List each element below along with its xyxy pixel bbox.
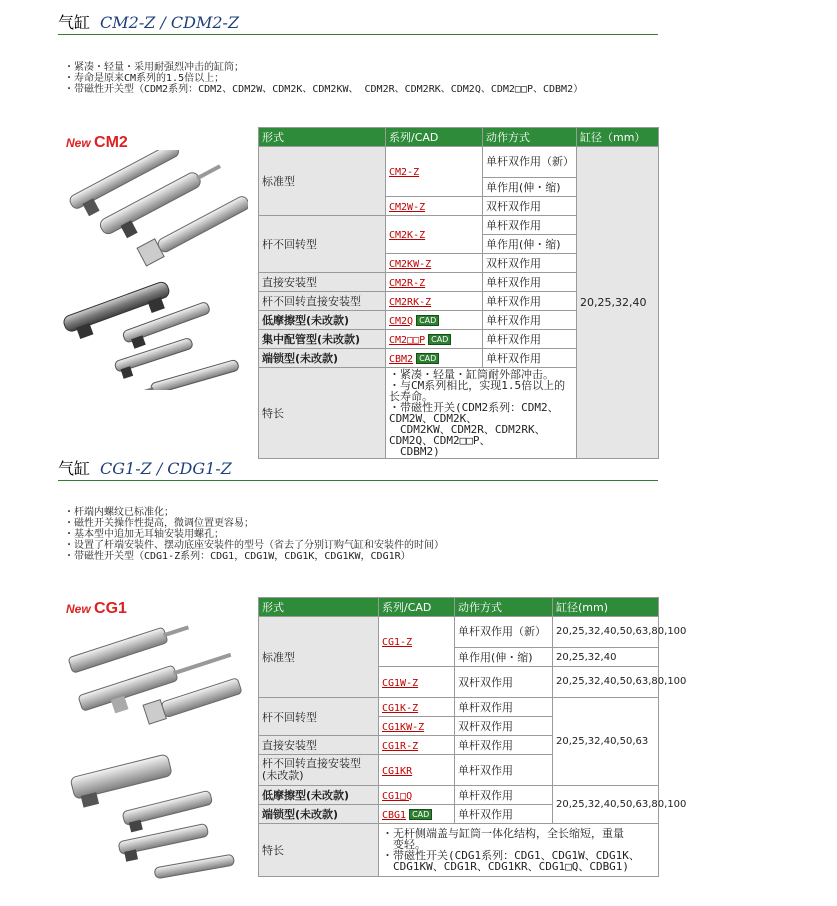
- section2-feature-3: ・基本型中追加无耳轴安装用螺孔；: [64, 529, 224, 540]
- table-row: [259, 147, 659, 178]
- cg1-cylinder-photos: [58, 618, 248, 880]
- action-cell: 单杆双作用: [483, 216, 577, 235]
- cm2-cylinder-photos: [58, 150, 248, 390]
- action-cell: 双杆双作用: [483, 197, 577, 216]
- diameter-cell: 20,25,32,40: [553, 648, 659, 667]
- diameter-cell: 20,25,32,40,50,63,80,100: [553, 667, 659, 698]
- cylinder-bottom-4: [137, 359, 240, 390]
- table-header-row: [259, 598, 659, 617]
- series-link-cg1-z[interactable]: CG1-Z: [382, 637, 413, 648]
- cg1-cylinder-1: [68, 620, 191, 674]
- feature-line: CDG1KW、CDG1R、CDG1KR、CDG1□Q、CDBG1): [382, 860, 630, 873]
- action-cell: 单作用(伸・缩): [455, 648, 553, 667]
- cm2-spec-table: [258, 127, 659, 459]
- action-cell: 单杆双作用（新）: [455, 617, 553, 648]
- series-link-cm2w-z[interactable]: CM2W-Z: [389, 201, 426, 213]
- cg1-cylinder-7: [154, 854, 235, 879]
- section2-feature-5: ・带磁性开关型（CDG1-Z系列：CDG1，CDG1W，CDG1K，CDG1KW，CDG1R）: [64, 551, 411, 562]
- series-link-cm2r-z[interactable]: CM2R-Z: [389, 277, 426, 289]
- series-link-cm2kw-z[interactable]: CM2KW-Z: [389, 258, 432, 270]
- feature-line: CDBM2): [389, 445, 440, 458]
- series-link-cm2q[interactable]: CM2Q: [389, 315, 414, 327]
- header-series: 系列/CAD: [386, 128, 483, 147]
- form-cell: 标准型: [259, 617, 379, 698]
- header-action: 动作方式: [483, 128, 577, 147]
- cylinder-bottom-1: [62, 280, 174, 342]
- feature-line: ・紧凑・轻量・缸筒耐外部冲击。: [389, 368, 554, 381]
- feature-line: ・与CM系列相比，实现1.5倍以上的长寿命。: [389, 379, 566, 403]
- action-cell: 单作用(伸・缩): [483, 178, 577, 197]
- diameter-cell: 20,25,32,40,50,63,80,100: [553, 786, 659, 824]
- action-cell: 双杆双作用: [483, 254, 577, 273]
- action-cell: 单杆双作用: [483, 292, 577, 311]
- series-link-cm2rk-z[interactable]: CM2RK-Z: [389, 296, 432, 308]
- diameter-cell: 20,25,32,40,50,63,80,100: [553, 617, 659, 648]
- cad-icon[interactable]: CAD: [416, 353, 439, 364]
- feature-line: 变轻。: [382, 838, 426, 851]
- section2-new-badge: [66, 600, 127, 618]
- action-cell: 单杆双作用: [483, 273, 577, 292]
- section1-feature-2: ・寿命是原来CM系列的1.5倍以上；: [64, 73, 225, 84]
- feature-line: CDM2KW、CDM2R、CDM2RK、CDM2Q、CDM2□□P、: [389, 423, 546, 447]
- action-cell: 单杆双作用: [455, 805, 553, 824]
- series-link-cbg1[interactable]: CBG1: [382, 809, 407, 821]
- header-action: 动作方式: [455, 598, 553, 617]
- section2-feature-2: ・磁性开关操作性提高，微调位置更容易；: [64, 518, 254, 529]
- feature-line: ・无杆侧端盖与缸筒一体化结构，全长缩短，重量: [382, 827, 624, 840]
- action-cell: 双杆双作用: [455, 717, 553, 736]
- diameter-cell: 20,25,32,40,50,63: [553, 698, 659, 786]
- header-form: 形式: [259, 128, 386, 147]
- feature-cell: [379, 824, 659, 877]
- series-link-cbm2[interactable]: CBM2: [389, 353, 414, 365]
- series-link-cm2k-z[interactable]: CM2K-Z: [389, 230, 426, 241]
- series-link-cg1r-z[interactable]: CG1R-Z: [382, 740, 419, 752]
- section2-title: [58, 456, 232, 479]
- section1-feature-3: ・带磁性开关型（CDM2系列：CDM2、CDM2W、CDM2K、CDM2KW、 CDM2R、CDM2RK、CDM2Q、CDM2□□P、CDBM2）: [64, 84, 584, 95]
- new-label: New: [66, 602, 91, 616]
- action-cell: 单作用(伸・缩): [483, 235, 577, 254]
- form-cell: 低摩擦型(未改款): [259, 786, 379, 805]
- action-cell: 单杆双作用: [455, 786, 553, 805]
- action-cell: 单杆双作用: [455, 736, 553, 755]
- section1-title-text: 气缸: [58, 13, 91, 32]
- table-row: [259, 617, 659, 648]
- feature-label-cell: 特长: [259, 368, 386, 459]
- feature-label-cell: 特长: [259, 824, 379, 877]
- section2-feature-4: ・设置了杆端安装件、摆动底座安装件的型号（省去了分别订购气缸和安装件的时间）: [64, 540, 444, 551]
- header-series: 系列/CAD: [379, 598, 455, 617]
- series-link-cg1k-z[interactable]: CG1K-Z: [382, 702, 419, 714]
- section2-title-text: 气缸: [58, 459, 91, 478]
- section1-divider: [58, 34, 658, 35]
- action-cell: 单杆双作用（新）: [483, 147, 577, 178]
- form-cell: 端锁型(未改款): [259, 349, 386, 368]
- cad-icon[interactable]: CAD: [409, 809, 432, 820]
- series-link-cg1kr[interactable]: CG1KR: [382, 765, 413, 777]
- header-diameter: 缸径(mm): [553, 598, 659, 617]
- section1-title: [58, 10, 239, 33]
- section1-models: CM2-Z / CDM2-Z: [100, 13, 240, 32]
- feature-cell: [386, 368, 577, 459]
- action-cell: 单杆双作用: [483, 349, 577, 368]
- series-link-cm2-z[interactable]: CM2-Z: [389, 167, 420, 178]
- table-row: [259, 698, 659, 717]
- form-cell: 标准型: [259, 147, 386, 216]
- action-cell: 单杆双作用: [483, 311, 577, 330]
- new-label: New: [66, 136, 91, 150]
- form-cell: 集中配管型(未改款): [259, 330, 386, 349]
- section2-models: CG1-Z / CDG1-Z: [100, 459, 232, 478]
- section1-features: [64, 62, 583, 95]
- form-cell: 杆不回转直接安装型(未改款): [259, 755, 379, 786]
- section1-feature-1: ・紧凑・轻量・采用耐强烈冲击的缸筒；: [64, 62, 244, 73]
- form-cell: 杆不回转型: [259, 698, 379, 736]
- cylinder-bottom-3: [114, 337, 196, 380]
- cg1-spec-table: [258, 597, 687, 877]
- cg1-cylinder-4: [70, 754, 175, 809]
- new-model: CM2: [94, 134, 128, 151]
- table-row: [259, 786, 659, 805]
- action-cell: 双杆双作用: [455, 667, 553, 698]
- header-form: 形式: [259, 598, 379, 617]
- series-link-cg1kw-z[interactable]: CG1KW-Z: [382, 721, 425, 733]
- feature-line: ・带磁性开关(CDG1系列：CDG1、CDG1W、CDG1K、: [382, 849, 640, 862]
- section2-divider: [58, 480, 658, 481]
- series-link-cg1q[interactable]: CG1□Q: [382, 790, 413, 802]
- header-diameter: 缸径（mm）: [577, 128, 659, 147]
- diameter-cell: 20,25,32,40: [577, 147, 659, 459]
- table-row: [259, 824, 659, 877]
- new-model: CG1: [94, 600, 127, 617]
- cad-icon[interactable]: CAD: [428, 334, 451, 345]
- form-cell: 直接安装型: [259, 273, 386, 292]
- table-header-row: [259, 128, 659, 147]
- feature-line: ・带磁性开关(CDM2系列：CDM2、CDM2W、CDM2K、: [389, 401, 559, 425]
- action-cell: 单杆双作用: [455, 755, 553, 786]
- action-cell: 单杆双作用: [455, 698, 553, 717]
- form-cell: 杆不回转型: [259, 216, 386, 273]
- form-cell: 低摩擦型(未改款): [259, 311, 386, 330]
- section2-features: [64, 507, 444, 562]
- series-link-cg1w-z[interactable]: CG1W-Z: [382, 677, 419, 689]
- form-cell: 杆不回转直接安装型: [259, 292, 386, 311]
- section2-feature-1: ・杆端内螺纹已标准化；: [64, 507, 174, 518]
- form-cell: 端锁型(未改款): [259, 805, 379, 824]
- form-cell: 直接安装型: [259, 736, 379, 755]
- cad-icon[interactable]: CAD: [416, 315, 439, 326]
- series-link-cm2p[interactable]: CM2□□P: [389, 334, 426, 346]
- action-cell: 单杆双作用: [483, 330, 577, 349]
